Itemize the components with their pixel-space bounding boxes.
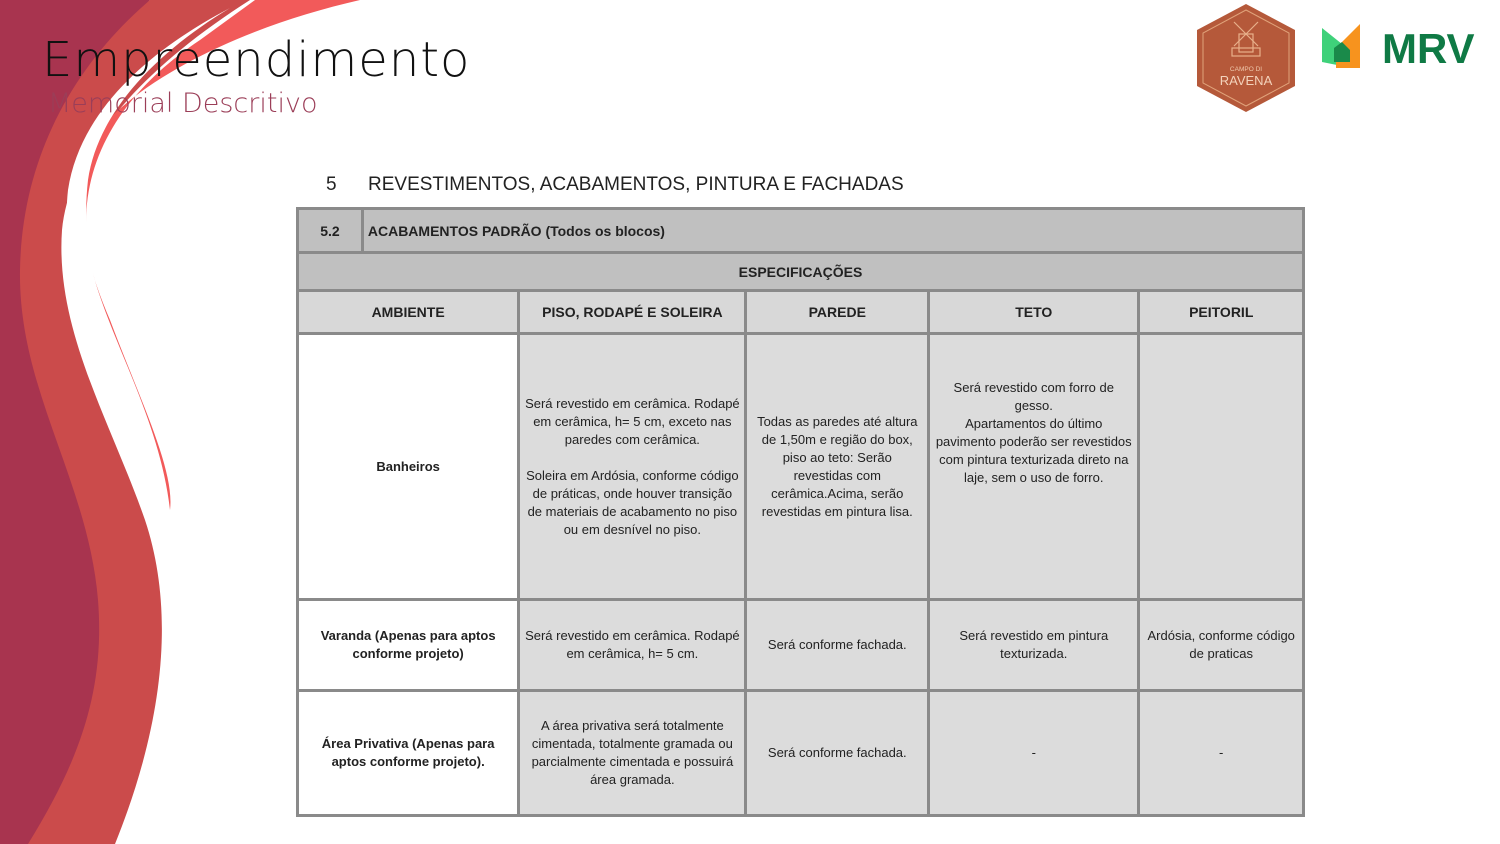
- cell-teto-paragraph: Apartamentos do último pavimento poderão ser revestidos com pintura texturizada direto na laje, sem o uso de forro.: [935, 416, 1132, 485]
- page-subtitle: Memorial Descritivo: [48, 88, 318, 119]
- cell-teto: -: [929, 691, 1139, 816]
- subsection-number: 5.2: [298, 209, 363, 253]
- ravena-logo-name: RAVENA: [1219, 73, 1273, 88]
- mrv-logo: [1320, 22, 1490, 72]
- cell-parede: Todas as paredes até altura de 1,50m e região do box, piso ao teto: Serão revestidas com cerâmica.Acima, serão revestidas em pintura lisa.: [746, 334, 929, 600]
- cell-parede: Será conforme fachada.: [746, 600, 929, 691]
- column-header-piso: PISO, RODAPÉ E SOLEIRA: [519, 291, 746, 334]
- cell-piso: Será revestido em cerâmica. Rodapé em cerâmica, h= 5 cm.: [519, 600, 746, 691]
- ravena-logo-top: CAMPO DI: [1229, 66, 1263, 73]
- section-heading: [326, 174, 904, 196]
- column-header-peitoril: PEITORIL: [1139, 291, 1304, 334]
- campo-di-ravena-logo: [1194, 2, 1298, 114]
- cell-piso: A área privativa será totalmente cimentada, totalmente gramada ou parcialmente cimentada e possuirá área gramada.: [519, 691, 746, 816]
- cell-peitoril: [1139, 334, 1304, 600]
- finishes-table: [296, 207, 1305, 817]
- cell-peitoril: -: [1139, 691, 1304, 816]
- section-number: 5: [326, 174, 337, 195]
- table-row: [298, 334, 1304, 600]
- page-title: Empreendimento: [42, 32, 471, 88]
- cell-teto: Será revestido em pintura texturizada.: [929, 600, 1139, 691]
- column-header-parede: PAREDE: [746, 291, 929, 334]
- column-header-teto: TETO: [929, 291, 1139, 334]
- table-row: [298, 691, 1304, 816]
- table-row: [298, 600, 1304, 691]
- cell-teto-paragraph: Será revestido com forro de gesso.: [953, 380, 1114, 413]
- specifications-row: [298, 253, 1304, 291]
- column-header-ambiente: AMBIENTE: [298, 291, 519, 334]
- cell-parede: Será conforme fachada.: [746, 691, 929, 816]
- mrv-logo-text: MRV: [1382, 25, 1475, 72]
- subsection-title: ACABAMENTOS PADRÃO (Todos os blocos): [362, 209, 1303, 253]
- column-header-row: [298, 291, 1304, 334]
- cell-ambiente: Área Privativa (Apenas para aptos conforme projeto).: [298, 691, 519, 816]
- cell-piso-paragraph: Será revestido em cerâmica. Rodapé em cerâmica, h= 5 cm, exceto nas paredes com cerâmica.: [525, 395, 740, 447]
- subsection-row: [298, 209, 1304, 253]
- cell-peitoril: Ardósia, conforme código de praticas: [1139, 600, 1304, 691]
- specifications-header: ESPECIFICAÇÕES: [298, 253, 1304, 291]
- cell-ambiente: Banheiros: [298, 334, 519, 600]
- cell-piso: [519, 334, 746, 600]
- cell-teto: [929, 334, 1139, 600]
- section-title: REVESTIMENTOS, ACABAMENTOS, PINTURA E FACHADAS: [368, 174, 904, 195]
- cell-piso-paragraph: Soleira em Ardósia, conforme código de práticas, onde houver transição de materiais de acabamento no piso ou em desnível no piso.: [526, 467, 739, 537]
- cell-ambiente: Varanda (Apenas para aptos conforme projeto): [298, 600, 519, 691]
